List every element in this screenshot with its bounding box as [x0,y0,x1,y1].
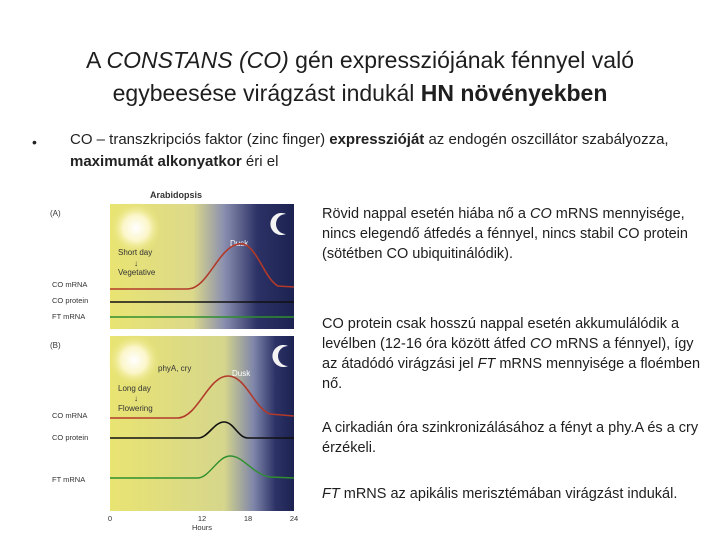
row-ft-mrna-b: FT mRNA [52,475,86,484]
figure-title: Arabidopsis [149,190,203,200]
x-tick-24: 24 [289,514,299,523]
sun-icon [108,334,160,386]
co-expression-figure [48,186,310,532]
panel-b-dusk: Dusk [232,369,251,378]
slide-title: A CONSTANS (CO) gén expressziójának fénnyel való egybeesése virágzást indukál HN növényekben [86,47,634,106]
paragraph-ft-mrna: FT mRNS az apikális merisztémában virágzást indukál. [322,486,678,502]
panel-b-day: Long day [118,384,151,393]
row-co-protein-b: CO protein [52,433,89,442]
bullet-text: CO – transzkripciós faktor (zinc finger) expresszióját az endogén oszcillátor szabályozza, maximumát alkonyatkor éri el [70,131,669,170]
panel-b-label: (B) [50,341,61,350]
title-gene-name: CONSTANS (CO) [106,47,289,73]
row-co-mrna-a: CO mRNA [52,280,88,289]
paragraph-circadian: A cirkadián óra szinkronizálásához a fényt a phy.A és a cry érzékeli. [322,420,699,456]
row-ft-mrna-a: FT mRNA [52,312,86,321]
panel-b-receptor: phyA, cry [158,364,192,373]
title-emphasis: HN növényekben [420,80,608,106]
panel-a-outcome: Vegetative [118,268,156,277]
row-co-protein-a: CO protein [52,296,89,305]
paragraph-short-day: Rövid nappal esetén hiába nő a CO mRNS mennyisége, nincs elegendő átfedés a fénnyel, nincs stabil CO protein (sötétben CO ubiquitinálódik). [322,206,688,262]
panel-b-outcome: Flowering [118,404,153,413]
paragraph-long-day: CO protein csak hosszú nappal esetén akkumulálódik a levélben (12-16 óra között átfed CO mRNS a fénnyel), így az átadódó virágzási jel FT mRNS mennyisége a floémben nő. [322,316,701,392]
panel-a-day: Short day [118,248,153,257]
x-tick-18: 18 [243,514,253,523]
arrow-down-icon: ↓ [134,394,138,403]
bullet-marker: • [32,134,37,150]
row-co-mrna-b: CO mRNA [52,411,88,420]
x-tick-0: 0 [107,514,113,523]
panel-a-dusk: Dusk [230,239,249,248]
x-axis-label: Hours [191,523,213,532]
panel-a-label: (A) [50,209,61,218]
arrow-down-icon: ↓ [134,259,138,268]
sun-icon [110,202,162,254]
x-tick-12: 12 [197,514,207,523]
